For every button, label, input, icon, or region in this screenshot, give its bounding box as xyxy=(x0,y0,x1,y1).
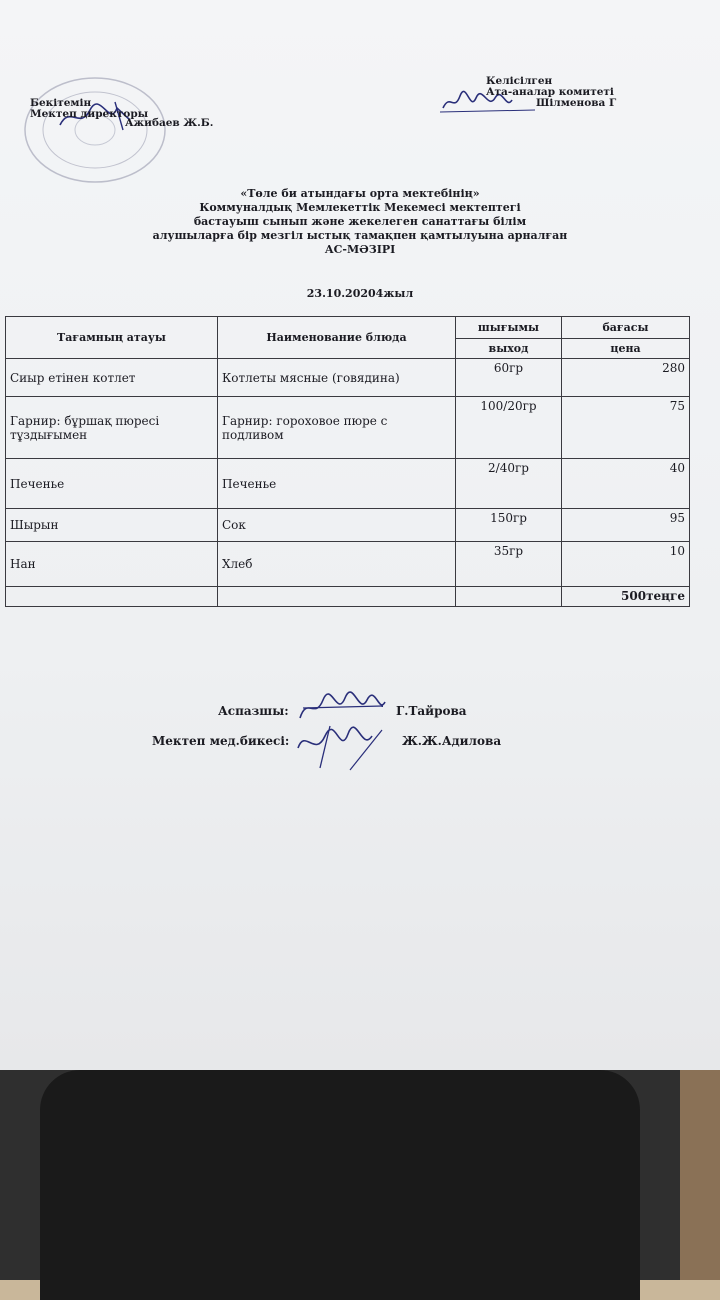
cook-label: Аспазшы: xyxy=(218,704,289,718)
dish-yield: 150гр xyxy=(456,509,562,542)
committee-name: Шілменова Г xyxy=(536,97,617,109)
dish-price: 10 xyxy=(562,542,690,587)
dish-yield: 60гр xyxy=(456,359,562,397)
title-line1: «Төле би атындағы орта мектебінің» xyxy=(240,187,480,200)
nurse-signature-icon xyxy=(290,718,390,773)
approve-line1: Бекітемін xyxy=(30,97,92,109)
dish-kz-name: Шырын xyxy=(6,509,218,542)
dish-ru-name: Сок xyxy=(218,509,456,542)
chair-back xyxy=(40,1070,640,1300)
dish-price: 95 xyxy=(562,509,690,542)
nurse-name: Ж.Ж.Адилова xyxy=(402,734,502,748)
dish-ru-name: Хлеб xyxy=(218,542,456,587)
dish-kz-name: Гарнир: бұршақ пюресі тұздығымен xyxy=(6,397,218,459)
header-ru-name: Наименование блюда xyxy=(218,317,456,359)
agree-line2: Ата-аналар комитеті xyxy=(486,86,614,98)
dish-kz-name: Сиыр етінен котлет xyxy=(6,359,218,397)
total-empty-cell xyxy=(456,587,562,607)
nurse-label: Мектеп мед.бикесі: xyxy=(152,734,290,748)
header-kz-name: Тағамның атауы xyxy=(6,317,218,359)
agree-line1: Келісілген xyxy=(486,75,553,87)
dish-price: 40 xyxy=(562,459,690,509)
total-empty-cell xyxy=(218,587,456,607)
dish-price: 280 xyxy=(562,359,690,397)
header-yield-kz: шығымы xyxy=(456,317,562,339)
table-row xyxy=(6,459,690,509)
title-line2: Коммуналдық Мемлекеттік Мекемесі мектептегі xyxy=(199,201,521,214)
title-line4: алушыларға бір мезгіл ыстық тамақпен қамтылуына арналған xyxy=(152,229,568,242)
table-row xyxy=(6,509,690,542)
title-line5: АС-МӘЗІРІ xyxy=(324,243,396,256)
approve-line2: Мектеп директоры xyxy=(30,108,149,120)
total-empty-cell xyxy=(6,587,218,607)
dish-kz-name: Печенье xyxy=(6,459,218,509)
table-header-row xyxy=(6,317,690,339)
dish-kz-name: Нан xyxy=(6,542,218,587)
table-row xyxy=(6,542,690,587)
total-price: 500теңге xyxy=(562,587,690,607)
header-price-kz: бағасы xyxy=(562,317,690,339)
wall-edge xyxy=(680,1060,720,1280)
director-name: Ажибаев Ж.Б. xyxy=(125,117,214,129)
menu-date: 23.10.20204жыл xyxy=(306,287,414,300)
header-price-ru: цена xyxy=(562,339,690,359)
title-line3: бастауыш сынып және жекелеген санаттағы білім xyxy=(193,215,527,228)
header-yield-ru: выход xyxy=(456,339,562,359)
dish-yield: 100/20гр xyxy=(456,397,562,459)
dish-price: 75 xyxy=(562,397,690,459)
cook-name: Г.Тайрова xyxy=(396,704,467,718)
dish-ru-name: Котлеты мясные (говядина) xyxy=(218,359,456,397)
dish-yield: 2/40гр xyxy=(456,459,562,509)
menu-table xyxy=(5,316,690,607)
dish-ru-name: Печенье xyxy=(218,459,456,509)
background-floor xyxy=(0,1060,720,1280)
dish-yield: 35гр xyxy=(456,542,562,587)
dish-ru-name: Гарнир: гороховое пюре с подливом xyxy=(218,397,456,459)
table-row xyxy=(6,359,690,397)
table-row xyxy=(6,397,690,459)
table-total-row xyxy=(6,587,690,607)
